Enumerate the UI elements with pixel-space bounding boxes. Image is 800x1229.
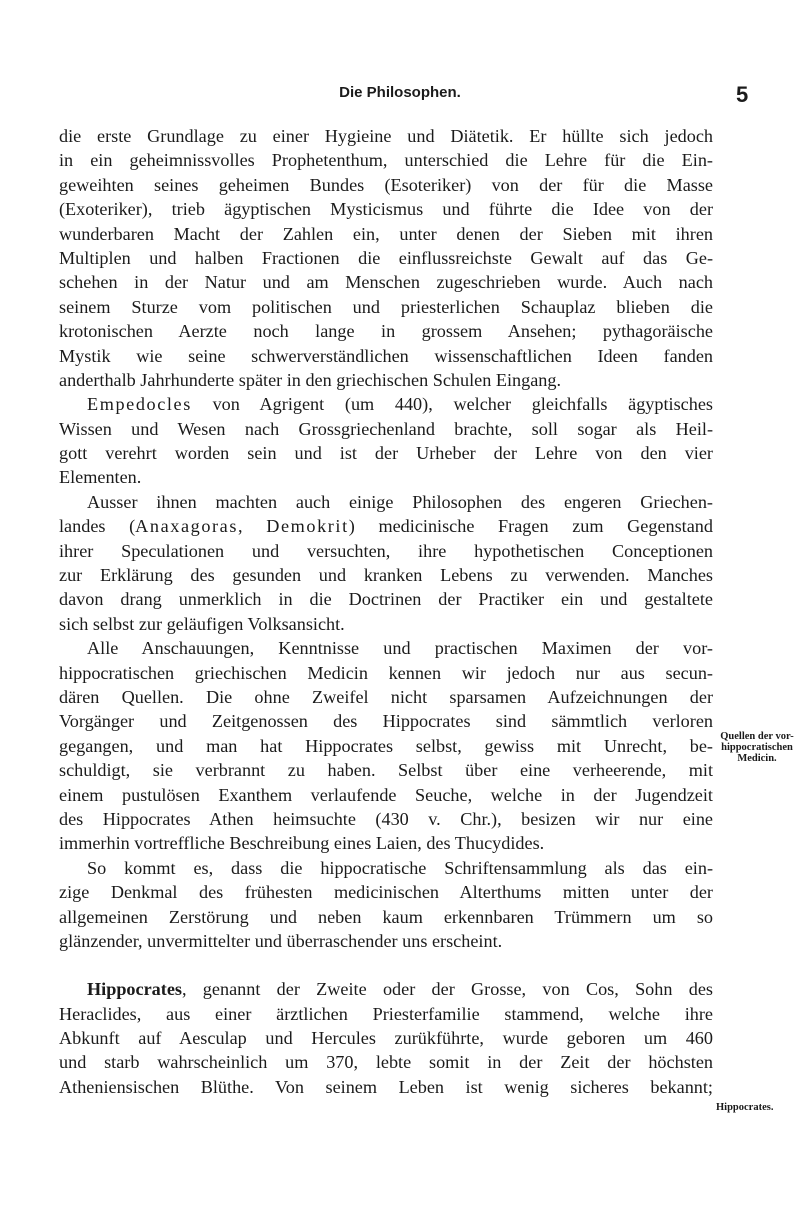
margin-note-line: hippocratischen xyxy=(721,742,793,753)
text-line: Heraclides, aus einer ärztlichen Priesterfamilie stammend, welche ihre xyxy=(59,1003,713,1024)
person-name-anaxagoras: Anaxagoras xyxy=(135,516,239,537)
margin-note-sources xyxy=(717,731,797,764)
text-line: ihrer Speculationen und versuchten, ihre hypothetischen Conceptionen xyxy=(59,540,713,561)
person-name-demokrit: Demokrit xyxy=(266,516,349,537)
text-line: glänzender, unvermittelter und überraschender uns erscheint. xyxy=(59,930,503,951)
text-line: zur Erklärung des gesunden und kranken Lebens zu verwenden. Manches xyxy=(59,565,713,586)
text-line: Alle Anschauungen, Kenntnisse und practischen Maximen der vor- xyxy=(87,638,713,659)
paragraph-pythagoras xyxy=(59,124,713,392)
text-line: anderthalb Jahrhunderte später in den griechischen Schulen Eingang. xyxy=(59,369,562,390)
text-line: dären Quellen. Die ohne Zweifel nicht sparsamen Aufzeichnungen der xyxy=(59,686,713,707)
text-line: Mystik wie seine schwerverständlichen wissenschaftlichen Ideen fanden xyxy=(59,345,713,366)
text-span: landes ( xyxy=(59,516,136,537)
page-number: 5 xyxy=(736,82,749,107)
text-line: gott verehrt worden sein und ist der Urheber der Lehre von den vier xyxy=(59,443,713,464)
text-line: sich selbst zur geläufigen Volksansicht. xyxy=(59,613,345,634)
text-line: krotonischen Aerzte noch lange in grossem Ansehen; pythagoräische xyxy=(59,321,713,342)
text-line: seinem Sturze vom politischen und priesterlichen Schauplaz blieben die xyxy=(59,296,713,317)
paragraph-hippocrates xyxy=(59,977,713,1099)
text-span: , xyxy=(238,516,267,537)
text-line: und starb wahrscheinlich um 370, lebte somit in der Zeit der höchsten xyxy=(59,1052,713,1073)
paragraph-gap xyxy=(59,953,713,977)
paragraph-empedocles xyxy=(59,392,713,490)
text-line: Vorgänger und Zeitgenossen des Hippocrates sind sämmtlich verloren xyxy=(59,711,713,732)
text-line: Elementen. xyxy=(59,467,142,488)
person-name-empedocles: Empedocles xyxy=(87,394,192,415)
text-line: schuldigt, sie verbrannt zu haben. Selbst über eine verheerende, mit xyxy=(59,760,713,781)
text-line: die erste Grundlage zu einer Hygieine und Diätetik. Er hüllte sich jedoch xyxy=(59,126,713,146)
margin-note-hippocrates: Hippocrates. xyxy=(716,1102,774,1113)
text-line: allgemeinen Zerstörung und neben kaum erkennbaren Trümmern um so xyxy=(59,906,713,927)
text-span: von Agrigent (um 440), welcher gleichfalls ägyptisches xyxy=(191,394,713,415)
text-line: einem pustulösen Exanthem verlaufende Seuche, welche in der Jugendzeit xyxy=(59,784,713,805)
margin-note-line: Medicin. xyxy=(737,753,777,764)
page-header xyxy=(0,84,800,108)
text-line xyxy=(59,977,713,1001)
text-span: , genannt der Zweite oder der Grosse, von Cos, Sohn des xyxy=(181,979,713,1000)
text-line: davon drang unmerklich in die Doctrinen der Practiker ein und gestaltete xyxy=(59,589,713,610)
body-text xyxy=(59,124,713,1099)
text-line: Abkunft auf Aesculap und Hercules zurükführte, wurde geboren um 460 xyxy=(59,1028,713,1049)
text-line: So kommt es, dass die hippocratische Schriftensammlung als das ein- xyxy=(87,857,713,878)
running-title: Die Philosophen. xyxy=(339,84,461,101)
text-span: ) medicinische Fragen zum Gegenstand xyxy=(348,516,713,537)
text-line: Ausser ihnen machten auch einige Philosophen des engeren Griechen- xyxy=(87,491,713,512)
margin-note-line: Quellen der vor- xyxy=(720,731,794,742)
text-line xyxy=(59,514,713,538)
text-line: hippocratischen griechischen Medicin kennen wir jedoch nur aus secun- xyxy=(59,662,713,683)
text-line: gegangen, und man hat Hippocrates selbst, gewiss mit Unrecht, be- xyxy=(59,735,713,756)
text-line: geweihten seines geheimen Bundes (Esoteriker) von der für die Masse xyxy=(59,174,713,195)
text-line: Atheniensischen Blüthe. Von seinem Leben ist wenig sicheres bekannt; xyxy=(59,1076,713,1097)
paragraph-philosophers xyxy=(59,490,713,636)
text-line: zige Denkmal des frühesten medicinischen Alterthums mitten unter der xyxy=(59,882,713,903)
text-line: Multiplen und halben Fractionen die einflussreichste Gewalt auf das Ge- xyxy=(59,247,713,268)
paragraph-sources xyxy=(59,636,713,856)
text-line: wunderbaren Macht der Zahlen ein, unter denen der Sieben mit ihren xyxy=(59,223,713,244)
paragraph-collection xyxy=(59,856,713,954)
text-line: des Hippocrates Athen heimsuchte (430 v. Chr.), besizen wir nur eine xyxy=(59,808,713,829)
person-name-hippocrates: Hippocrates xyxy=(87,979,182,1000)
text-line: immerhin vortreffliche Beschreibung eines Laien, des Thucydides. xyxy=(59,833,545,854)
text-line: schehen in der Natur und am Menschen zugeschrieben wurde. Auch nach xyxy=(59,272,713,293)
text-line: Wissen und Wesen nach Grossgriechenland brachte, soll sogar als Heil- xyxy=(59,418,713,439)
text-line: (Exoteriker), trieb ägyptischen Mysticismus und führte die Idee von der xyxy=(59,199,713,220)
text-line xyxy=(59,392,713,416)
text-line: in ein geheimnissvolles Prophetenthum, unterschied die Lehre für die Ein- xyxy=(59,150,713,171)
